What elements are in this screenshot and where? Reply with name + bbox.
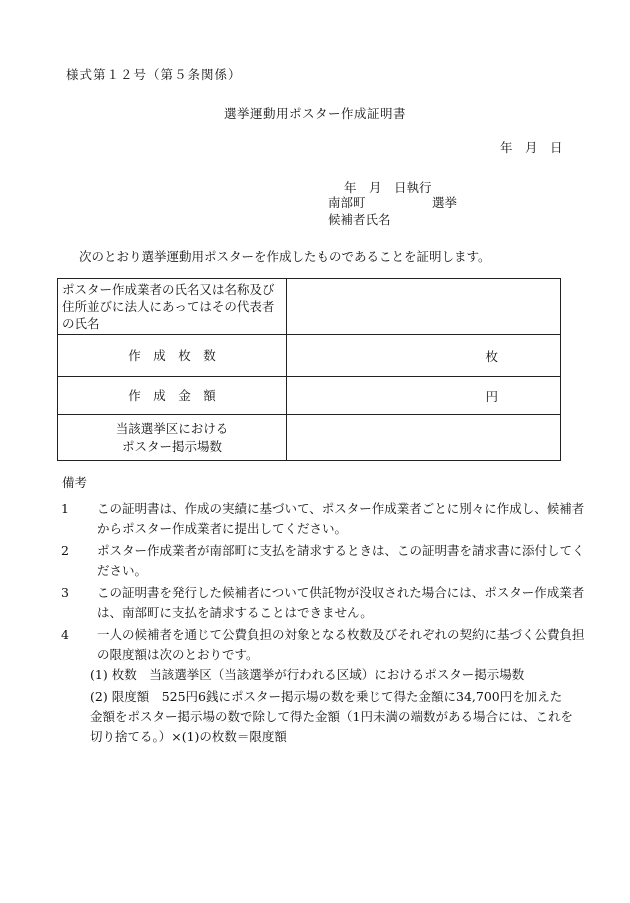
election-execution-date: 年 月 日執行 (344, 180, 432, 195)
sub-note-number: (1) (90, 667, 108, 682)
note-text: この証明書は、作成の実績に基づいて、ポスター作成業者ごとに別々に作成し、候補者からポスター作成業者に提出してください。 (97, 501, 585, 536)
row-label: 当該選挙区における ポスター掲示場数 (58, 415, 287, 461)
row-label: 作 成 金 額 (58, 377, 287, 415)
note-text: この証明書を発行した候補者について供託物が没収された場合には、ポスター作成業者は、南部町に支払を請求することはできません。 (97, 585, 585, 620)
form-number: 様式第１２号（第５条関係） (66, 67, 242, 82)
issue-date: 年 月 日 (500, 140, 563, 155)
certificate-table (57, 278, 561, 461)
note-text: 一人の候補者を通じて公費負担の対象となる枚数及びそれぞれの契約に基づく公費負担の限度額は次のとおりです。 (97, 627, 585, 662)
note-number: 2 (61, 543, 69, 558)
certification-statement: 次のとおり選挙運動用ポスターを作成したものであることを証明します。 (79, 249, 491, 264)
row-label: 作 成 枚 数 (58, 335, 287, 377)
row-value: 円 (287, 377, 561, 415)
note-item (61, 625, 592, 665)
note-item (61, 541, 592, 581)
note-number: 3 (61, 585, 69, 600)
election-label: 選挙 (432, 195, 458, 210)
table-row (58, 377, 561, 415)
notes-heading: 備考 (62, 475, 88, 490)
table-row (58, 279, 561, 335)
sub-note-text: 枚数 当該選挙区（当該選挙が行われる区域）におけるポスター掲示場数 (111, 667, 525, 682)
sub-note-number: (2) (90, 689, 108, 704)
table-row (58, 415, 561, 461)
row-label: ポスター作成業者の氏名又は名称及び住所並びに法人にあってはその代表者の氏名 (58, 279, 287, 335)
candidate-name-label: 候補者氏名 (328, 212, 391, 227)
note-number: 4 (61, 627, 69, 642)
sub-note-item (90, 665, 574, 685)
table-row (58, 335, 561, 377)
town-name: 南部町 (328, 195, 366, 210)
note-item (61, 499, 592, 539)
row-value: 枚 (287, 335, 561, 377)
note-item (61, 583, 592, 623)
row-value (287, 415, 561, 461)
note-number: 1 (61, 501, 69, 516)
note-text: ポスター作成業者が南部町に支払を請求するときは、この証明書を請求書に添付してください。 (97, 543, 585, 578)
row-value (287, 279, 561, 335)
sub-note-text: 限度額 525円6銭にポスター掲示場の数を乗じて得た金額に34,700円を加えた金額をポスター掲示場の数で除して得た金額（1円未満の端数がある場合には、これを切り捨てる。）×(1)の枚数＝限度額 (90, 689, 573, 744)
document-title: 選挙運動用ポスター作成証明書 (223, 106, 406, 121)
sub-note-item (90, 687, 574, 747)
